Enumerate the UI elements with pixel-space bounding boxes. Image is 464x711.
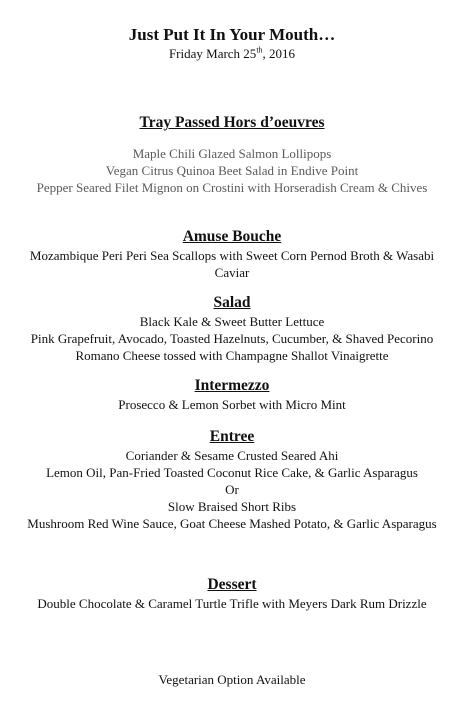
section-title: Intermezzo	[194, 377, 270, 394]
section-salad	[16, 293, 448, 364]
menu-item: Pepper Seared Filet Mignon on Crostini with Horseradish Cream & Chives	[36, 180, 428, 195]
menu-header	[0, 25, 464, 62]
menu-item: Mozambique Peri Peri Sea Scallops with Sweet Corn Pernod Broth & Wasabi Caviar	[29, 248, 435, 280]
menu-item: Double Chocolate & Caramel Turtle Trifle with Meyers Dark Rum Drizzle	[37, 596, 427, 611]
menu-item: Maple Chili Glazed Salmon Lollipops	[132, 146, 332, 161]
section-title: Tray Passed Hors d’oeuvres	[139, 114, 325, 131]
section-dessert	[16, 575, 448, 612]
event-date-day: Friday March 25	[168, 46, 257, 61]
menu-item: Coriander & Sesame Crusted Seared Ahi	[125, 448, 339, 463]
section-title: Dessert	[207, 576, 257, 593]
event-date-year: , 2016	[262, 46, 296, 61]
menu-item: Black Kale & Sweet Butter Lettuce	[139, 314, 325, 329]
section-amuse-bouche	[16, 227, 448, 281]
menu-item: Slow Braised Short Ribs	[167, 499, 297, 514]
section-hors-doeuvres	[16, 113, 448, 196]
menu-item: Mushroom Red Wine Sauce, Goat Cheese Mashed Potato, & Garlic Asparagus	[27, 516, 437, 531]
menu-item-or: Or	[225, 482, 239, 497]
section-title: Entree	[209, 428, 255, 445]
section-title: Amuse Bouche	[182, 228, 282, 245]
menu-item: Prosecco & Lemon Sorbet with Micro Mint	[118, 397, 346, 412]
event-date-ordinal: th	[256, 45, 263, 55]
section-title: Salad	[213, 294, 251, 311]
menu-title: Just Put It In Your Mouth…	[128, 25, 336, 44]
vegetarian-note: Vegetarian Option Available	[158, 672, 306, 687]
menu-item: Vegan Citrus Quinoa Beet Salad in Endive Point	[105, 163, 359, 178]
menu-item: Lemon Oil, Pan-Fried Toasted Coconut Rice Cake, & Garlic Asparagus	[46, 465, 418, 480]
event-date	[0, 46, 464, 62]
section-intermezzo	[16, 376, 448, 413]
menu-item: Pink Grapefruit, Avocado, Toasted Hazelnuts, Cucumber, & Shaved Pecorino Romano Cheese tossed with Champagne Shallot Vinaigrette	[30, 331, 434, 363]
section-entree	[16, 427, 448, 532]
